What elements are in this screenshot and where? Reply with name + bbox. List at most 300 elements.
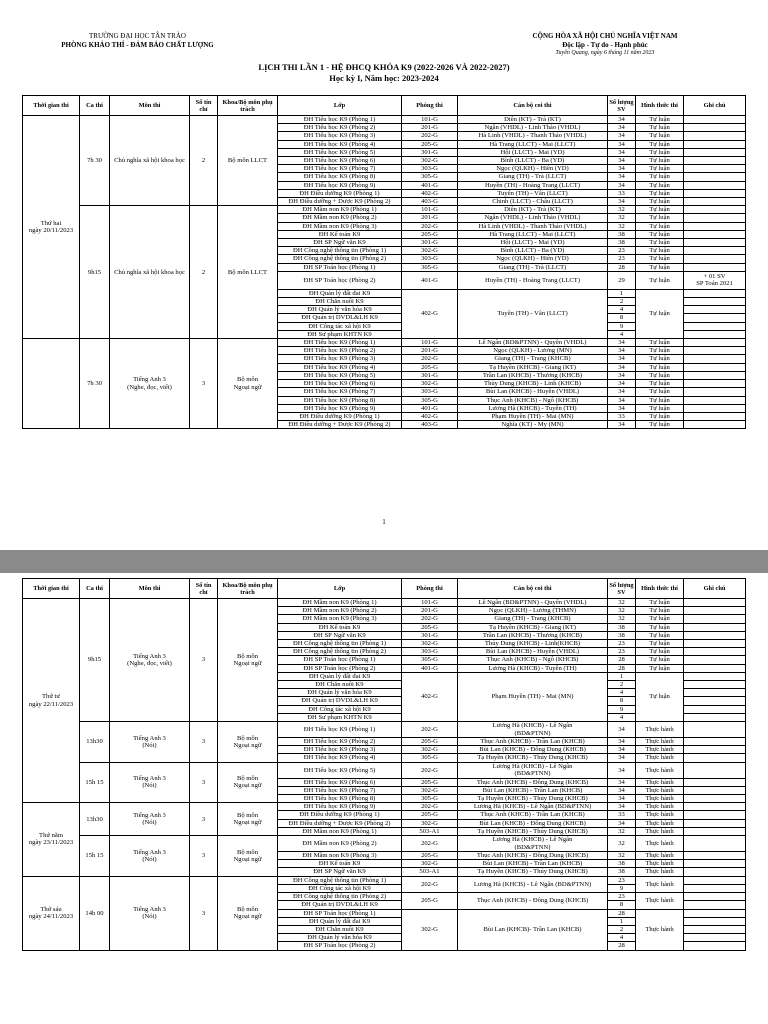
class-cell-text: ĐH Điều dưỡng K9 (Phòng 1) bbox=[299, 811, 380, 819]
note-cell bbox=[684, 681, 746, 689]
proctor-cell-text: Bùi Lan (KHCB) - Huyền (VHDL) bbox=[485, 648, 580, 656]
shift-cell bbox=[80, 206, 110, 339]
proctor-cell bbox=[458, 124, 608, 132]
proctor-cell-text: Hội (LLCT) - Mai (YD) bbox=[500, 148, 565, 156]
exam-form-cell bbox=[636, 852, 684, 860]
class-cell bbox=[278, 157, 402, 165]
student-count-cell-text: 4 bbox=[619, 330, 624, 338]
column-header-room bbox=[402, 96, 458, 116]
credits-cell-text: 3 bbox=[201, 778, 206, 786]
student-count-cell-text: 34 bbox=[618, 116, 625, 123]
class-cell-text: ĐH Công tác xã hội K9 bbox=[308, 322, 371, 330]
exam-form-cell-text: Tự luận bbox=[649, 371, 670, 379]
class-cell-text: ĐH Tiểu học K9 (Phòng 6) bbox=[303, 778, 376, 786]
class-cell-text: ĐH Mầm non K9 (Phòng 1) bbox=[302, 206, 377, 214]
class-cell-text: ĐH Quản lý văn hóa K9 bbox=[307, 306, 372, 314]
class-cell bbox=[278, 322, 402, 330]
credits-cell-text: 3 bbox=[201, 852, 206, 860]
room-cell-text: 202-G bbox=[421, 725, 438, 733]
dept-cell-text: Bộ môn bbox=[236, 734, 259, 742]
dept-cell-text: Bộ môn LLCT bbox=[227, 157, 268, 165]
student-count-cell bbox=[608, 124, 636, 132]
class-cell-text: ĐH Mầm non K9 (Phòng 1) bbox=[302, 599, 377, 606]
exam-form-cell-text: Thực hành bbox=[645, 795, 674, 803]
proctor-cell-text: Tuyên (TH) - Vân (LLCT) bbox=[497, 189, 568, 197]
proctor-cell bbox=[458, 656, 608, 664]
note-cell bbox=[684, 148, 746, 156]
class-cell-text: ĐH Sư phạm KHTN K9 bbox=[307, 330, 372, 338]
page-number: 1 bbox=[382, 518, 386, 526]
student-count-cell bbox=[608, 722, 636, 738]
room-cell-text: 101-G bbox=[421, 339, 438, 347]
note-cell bbox=[684, 116, 746, 124]
room-cell bbox=[402, 876, 458, 892]
shift-cell-text: 7h 30 bbox=[87, 157, 102, 165]
room-cell bbox=[402, 599, 458, 607]
room-cell bbox=[402, 615, 458, 623]
class-cell bbox=[278, 607, 402, 615]
proctor-cell-text: (BD&PTNN) bbox=[514, 770, 551, 778]
note-cell bbox=[684, 165, 746, 173]
proctor-cell-text: Giang (TH) - Trang (KHCB) bbox=[494, 615, 571, 623]
column-header-text: Ca thi bbox=[86, 102, 103, 109]
exam-form-cell-text: Thực hành bbox=[645, 778, 674, 786]
student-count-cell bbox=[608, 371, 636, 379]
exam-form-cell bbox=[636, 811, 684, 819]
class-cell-text: ĐH Tiểu học K9 (Phòng 7) bbox=[303, 786, 376, 794]
column-header-subject bbox=[110, 579, 190, 599]
class-cell bbox=[278, 271, 402, 289]
proctor-cell-text: Bình (LLCT) - Ba (YD) bbox=[500, 247, 565, 255]
student-count-cell bbox=[608, 909, 636, 917]
class-cell-text: ĐH Quản lý văn hóa K9 bbox=[307, 689, 372, 697]
exam-form-cell bbox=[636, 836, 684, 852]
room-cell bbox=[402, 868, 458, 876]
student-count-cell-text: 8 bbox=[619, 901, 624, 909]
shift-cell-text: 14h 00 bbox=[85, 909, 104, 917]
class-cell-text: ĐH Quản lý đất đai K9 bbox=[308, 672, 371, 680]
table-row bbox=[23, 599, 746, 607]
note-cell bbox=[684, 754, 746, 762]
student-count-cell-text: 32 bbox=[618, 214, 625, 222]
student-count-cell bbox=[608, 656, 636, 664]
proctor-cell-text: Giang (TH) - Trà (LLCT) bbox=[498, 263, 567, 271]
student-count-cell-text: 4 bbox=[619, 713, 624, 721]
subject-cell bbox=[110, 339, 190, 429]
room-cell bbox=[402, 722, 458, 738]
proctor-cell bbox=[458, 827, 608, 835]
note-cell bbox=[684, 173, 746, 181]
exam-form-cell bbox=[636, 599, 684, 607]
exam-form-cell-text: Thực hành bbox=[645, 839, 674, 847]
room-cell bbox=[402, 664, 458, 672]
student-count-cell bbox=[608, 689, 636, 697]
dept-cell bbox=[218, 722, 278, 763]
student-count-cell bbox=[608, 901, 636, 909]
student-count-cell-text: 2 bbox=[619, 298, 624, 306]
room-cell-text: 401-G bbox=[421, 404, 438, 412]
class-cell-text: ĐH Tiểu học K9 (Phòng 5) bbox=[303, 148, 376, 156]
class-cell bbox=[278, 181, 402, 189]
student-count-cell bbox=[608, 222, 636, 230]
exam-form-cell bbox=[636, 355, 684, 363]
room-cell bbox=[402, 371, 458, 379]
dept-cell-text: Bộ môn LLCT bbox=[227, 268, 268, 276]
exam-form-cell bbox=[636, 648, 684, 656]
column-header-text: Khoa/Bộ môn phụ trách bbox=[222, 581, 273, 596]
class-cell-text: ĐH Tiểu học K9 (Phòng 5) bbox=[303, 371, 376, 379]
exam-form-cell-text: Thực hành bbox=[645, 746, 674, 754]
class-cell bbox=[278, 347, 402, 355]
proctor-cell bbox=[458, 239, 608, 247]
exam-form-cell bbox=[636, 206, 684, 214]
class-cell-text: ĐH Mầm non K9 (Phòng 1) bbox=[302, 827, 377, 835]
class-cell bbox=[278, 396, 402, 404]
student-count-cell bbox=[608, 363, 636, 371]
subject-cell-text: (Nói) bbox=[142, 819, 157, 827]
class-cell bbox=[278, 412, 402, 420]
proctor-cell bbox=[458, 247, 608, 255]
proctor-cell-text: Tạ Huyền (KHCB) - Giang (KT) bbox=[489, 363, 576, 371]
proctor-cell-text: Bùi Lan (KHCB) - Trần Lan (KHCB) bbox=[482, 860, 583, 868]
class-cell bbox=[278, 173, 402, 181]
exam-form-cell bbox=[636, 412, 684, 420]
dept-cell-text: Bộ môn bbox=[236, 775, 259, 783]
class-cell-text: ĐH Tiểu học K9 (Phòng 9) bbox=[303, 404, 376, 412]
student-count-cell-text: 38 bbox=[618, 623, 625, 631]
university-name: TRƯỜNG ĐẠI HỌC TÂN TRÀO bbox=[89, 32, 186, 40]
student-count-cell bbox=[608, 599, 636, 607]
class-cell-text: ĐH Tiểu học K9 (Phòng 3) bbox=[303, 746, 376, 754]
proctor-cell bbox=[458, 198, 608, 206]
exam-form-cell-text: Tự luận bbox=[649, 664, 670, 672]
room-cell-text: 201-G bbox=[421, 214, 438, 222]
exam-form-cell bbox=[636, 396, 684, 404]
proctor-cell-text: Bùi Lan (KHCB) - Đông Dung (KHCB) bbox=[479, 746, 586, 754]
student-count-cell-text: 38 bbox=[618, 631, 625, 639]
exam-form-cell bbox=[636, 140, 684, 148]
subject-cell-text: Chủ nghĩa xã hội khoa học bbox=[114, 157, 185, 165]
exam-form-cell-text: Tự luận bbox=[649, 355, 670, 363]
student-count-cell-text: 8 bbox=[619, 314, 624, 322]
proctor-cell-text: Trần Lan (KHCB) - Thương (KHCB) bbox=[482, 631, 583, 639]
proctor-cell-text: Phạm Huyền (TH) - Mai (MN) bbox=[491, 412, 574, 420]
proctor-cell bbox=[458, 222, 608, 230]
room-cell bbox=[402, 198, 458, 206]
room-cell-text: 303-G bbox=[421, 388, 438, 396]
exam-form-cell bbox=[636, 198, 684, 206]
student-count-cell-text: 32 bbox=[618, 599, 625, 606]
student-count-cell bbox=[608, 247, 636, 255]
exam-form-cell bbox=[636, 371, 684, 379]
proctor-cell-text: Bùi Lan (KHCB)- Trần Lan (KHCB) bbox=[483, 925, 582, 933]
dept-cell-text: Bộ môn bbox=[236, 905, 259, 913]
room-cell-text: 205-G bbox=[421, 897, 438, 905]
note-cell bbox=[684, 648, 746, 656]
exam-form-cell-text: Thực hành bbox=[645, 880, 674, 888]
student-count-cell-text: 2 bbox=[619, 681, 624, 689]
credits-cell bbox=[190, 803, 218, 836]
room-cell-text: 402-G bbox=[421, 310, 438, 318]
exam-form-cell bbox=[636, 181, 684, 189]
student-count-cell bbox=[608, 173, 636, 181]
proctor-cell bbox=[458, 263, 608, 271]
exam-date-cell-text: ngày 23/11/2023 bbox=[28, 839, 74, 847]
class-cell bbox=[278, 239, 402, 247]
student-count-cell bbox=[608, 380, 636, 388]
exam-date-cell bbox=[23, 803, 80, 876]
place-date: Tuyên Quang, ngày 6 tháng 11 năm 2023 bbox=[555, 50, 655, 56]
exam-date-cell bbox=[23, 116, 80, 339]
student-count-cell bbox=[608, 322, 636, 330]
proctor-cell-text: Bùi Lan (KHCB) - Trần Lan (KHCB) bbox=[482, 786, 583, 794]
class-cell bbox=[278, 672, 402, 680]
note-cell bbox=[684, 819, 746, 827]
exam-form-cell bbox=[636, 173, 684, 181]
class-cell bbox=[278, 339, 402, 347]
shift-cell-text: 9h15 bbox=[87, 656, 102, 664]
room-cell bbox=[402, 640, 458, 648]
class-cell bbox=[278, 713, 402, 721]
column-header-text: Phòng thi bbox=[416, 102, 443, 109]
class-cell bbox=[278, 623, 402, 631]
note-cell bbox=[684, 263, 746, 271]
note-cell bbox=[684, 713, 746, 721]
proctor-cell bbox=[458, 173, 608, 181]
dept-cell-text: Bộ môn bbox=[236, 652, 259, 660]
column-header-text: Môn thi bbox=[138, 585, 161, 592]
room-cell-text: 101-G bbox=[421, 206, 438, 214]
class-cell bbox=[278, 778, 402, 786]
dept-cell bbox=[218, 116, 278, 206]
class-cell bbox=[278, 876, 402, 884]
room-cell-text: 303-G bbox=[421, 255, 438, 263]
class-cell bbox=[278, 852, 402, 860]
note-cell bbox=[684, 672, 746, 680]
student-count-cell-text: 28 bbox=[618, 942, 625, 950]
note-cell bbox=[684, 705, 746, 713]
exam-form-cell-text: Tự luận bbox=[649, 198, 670, 206]
proctor-cell bbox=[458, 339, 608, 347]
exam-form-cell-text: Tự luận bbox=[649, 623, 670, 631]
subject-cell-text: (Nói) bbox=[142, 913, 157, 921]
class-cell bbox=[278, 631, 402, 639]
student-count-cell-text: 32 bbox=[618, 206, 625, 214]
class-cell-text: ĐH Công nghệ thông tin (Phòng 2) bbox=[292, 255, 387, 263]
student-count-cell bbox=[608, 705, 636, 713]
class-cell bbox=[278, 189, 402, 197]
class-cell-text: ĐH Chăn nuôi K9 bbox=[315, 925, 364, 933]
proctor-cell bbox=[458, 672, 608, 721]
column-header-text: Khoa/Bộ môn phụ trách bbox=[222, 98, 273, 113]
table-row bbox=[23, 722, 746, 738]
column-header-student-count bbox=[608, 579, 636, 599]
note-cell bbox=[684, 230, 746, 238]
student-count-cell-text: 34 bbox=[618, 746, 625, 754]
proctor-cell bbox=[458, 157, 608, 165]
note-cell bbox=[684, 289, 746, 297]
proctor-cell-text: Thục Anh (KHCB) - Trần Lan (KHCB) bbox=[480, 811, 585, 819]
student-count-cell bbox=[608, 852, 636, 860]
table-row bbox=[23, 762, 746, 778]
exam-form-cell-text: Tự luận bbox=[649, 607, 670, 615]
class-cell-text: ĐH SP Toán học (Phòng 2) bbox=[303, 664, 376, 672]
class-cell bbox=[278, 421, 402, 429]
dept-cell-text: Ngoại ngữ bbox=[233, 741, 262, 749]
student-count-cell-text: 4 bbox=[619, 934, 624, 942]
exam-form-cell-text: Tự luận bbox=[649, 648, 670, 656]
student-count-cell bbox=[608, 298, 636, 306]
student-count-cell bbox=[608, 746, 636, 754]
proctor-cell bbox=[458, 786, 608, 794]
proctor-cell bbox=[458, 738, 608, 746]
note-cell bbox=[684, 255, 746, 263]
exam-form-cell-text: Tự luận bbox=[649, 255, 670, 263]
note-cell bbox=[684, 132, 746, 140]
class-cell bbox=[278, 388, 402, 396]
column-header-credits bbox=[190, 579, 218, 599]
class-cell-text: ĐH Mầm non K9 (Phòng 3) bbox=[302, 222, 377, 230]
class-cell bbox=[278, 738, 402, 746]
student-count-cell bbox=[608, 778, 636, 786]
room-cell-text: 302-G bbox=[421, 860, 438, 868]
class-cell-text: ĐH Công nghệ thông tin (Phòng 1) bbox=[292, 640, 387, 648]
exam-form-cell-text: Thực hành bbox=[645, 754, 674, 762]
proctor-cell bbox=[458, 421, 608, 429]
note-cell bbox=[684, 811, 746, 819]
room-cell-text: 205-G bbox=[421, 811, 438, 819]
class-cell-text: ĐH Quản trị DVDL&LH K9 bbox=[301, 697, 378, 705]
student-count-cell-text: 38 bbox=[618, 239, 625, 247]
student-count-cell-text: 32 bbox=[618, 827, 625, 835]
class-cell bbox=[278, 263, 402, 271]
exam-form-cell bbox=[636, 803, 684, 811]
student-count-cell bbox=[608, 672, 636, 680]
class-cell-text: ĐH Tiểu học K9 (Phòng 1) bbox=[303, 725, 376, 733]
room-cell bbox=[402, 746, 458, 754]
note-cell bbox=[684, 738, 746, 746]
column-header-exam-date bbox=[23, 579, 80, 599]
class-cell-text: ĐH Kế toán K9 bbox=[318, 623, 361, 631]
exam-form-cell-text: Thực hành bbox=[645, 860, 674, 868]
exam-form-cell bbox=[636, 819, 684, 827]
student-count-cell bbox=[608, 214, 636, 222]
note-cell bbox=[684, 140, 746, 148]
room-cell bbox=[402, 404, 458, 412]
proctor-cell bbox=[458, 396, 608, 404]
student-count-cell-text: 34 bbox=[618, 132, 625, 140]
student-count-cell-text: 23 bbox=[618, 255, 625, 263]
note-cell bbox=[684, 664, 746, 672]
exam-form-cell bbox=[636, 363, 684, 371]
shift-cell bbox=[80, 762, 110, 803]
class-cell-text: ĐH Điều dưỡng + Dược K9 (Phòng 2) bbox=[288, 421, 391, 429]
proctor-cell-text: Ngọc (QLKH) - Hiên (YD) bbox=[496, 255, 569, 263]
proctor-cell bbox=[458, 363, 608, 371]
dept-cell bbox=[218, 599, 278, 722]
room-cell-text: 205-G bbox=[421, 738, 438, 746]
shift-cell bbox=[80, 722, 110, 763]
dept-cell-text: Ngoại ngữ bbox=[233, 855, 262, 863]
proctor-cell-text: Tuyên (TH) - Vân (LLCT) bbox=[497, 310, 568, 318]
proctor-cell bbox=[458, 289, 608, 338]
student-count-cell-text: 1 bbox=[619, 917, 624, 925]
exam-form-cell-text: Tự luận bbox=[649, 640, 670, 648]
exam-form-cell-text: Tự luận bbox=[649, 239, 670, 247]
note-cell bbox=[684, 656, 746, 664]
subject-cell bbox=[110, 116, 190, 206]
student-count-cell-text: 29 bbox=[618, 276, 625, 284]
proctor-cell bbox=[458, 803, 608, 811]
column-header-note bbox=[684, 96, 746, 116]
class-cell-text: ĐH Tiểu học K9 (Phòng 2) bbox=[303, 738, 376, 746]
student-count-cell-text: 34 bbox=[618, 388, 625, 396]
proctor-cell-text: Chinh (LLCT) - Châu (LLCT) bbox=[492, 198, 573, 206]
exam-form-cell bbox=[636, 239, 684, 247]
note-cell bbox=[684, 271, 746, 289]
room-cell-text: 401-G bbox=[421, 276, 438, 284]
proctor-cell bbox=[458, 599, 608, 607]
exam-form-cell-text: Tự luận bbox=[649, 631, 670, 639]
subject-cell-text: Tiếng Anh 3 bbox=[133, 734, 166, 742]
dept-cell-text: Ngoại ngữ bbox=[233, 782, 262, 790]
exam-form-cell-text: Tự luận bbox=[649, 148, 670, 156]
exam-schedule-table-page-2 bbox=[22, 578, 746, 951]
room-cell bbox=[402, 421, 458, 429]
shift-cell bbox=[80, 116, 110, 206]
class-cell bbox=[278, 380, 402, 388]
proctor-cell bbox=[458, 388, 608, 396]
note-cell bbox=[684, 298, 746, 306]
exam-form-cell bbox=[636, 615, 684, 623]
note-cell bbox=[684, 803, 746, 811]
student-count-cell-text: 32 bbox=[618, 607, 625, 615]
student-count-cell-text: 34 bbox=[618, 396, 625, 404]
column-header-class bbox=[278, 96, 402, 116]
note-cell bbox=[684, 181, 746, 189]
exam-form-cell bbox=[636, 754, 684, 762]
subject-cell-text: Tiếng Anh 3 bbox=[133, 905, 166, 913]
class-cell-text: ĐH Tiểu học K9 (Phòng 9) bbox=[303, 181, 376, 189]
proctor-cell bbox=[458, 355, 608, 363]
room-cell bbox=[402, 396, 458, 404]
exam-form-cell-text: Tự luận bbox=[649, 157, 670, 165]
subject-cell-text: Chủ nghĩa xã hội khoa học bbox=[114, 268, 185, 276]
exam-form-cell bbox=[636, 795, 684, 803]
exam-form-cell bbox=[636, 132, 684, 140]
proctor-cell-text: Tạ Huyền (KHCB) - Thủy Dung (KHCB) bbox=[477, 868, 588, 876]
room-cell-text: 202-G bbox=[421, 803, 438, 811]
subject-cell-text: (Nghe, đọc, viết) bbox=[127, 383, 172, 391]
proctor-cell-text: Lương Hà (KHCB) - Tuyên (TH) bbox=[488, 404, 577, 412]
class-cell bbox=[278, 148, 402, 156]
credits-cell-text: 3 bbox=[201, 815, 206, 823]
room-cell bbox=[402, 786, 458, 794]
note-cell bbox=[684, 314, 746, 322]
column-header-text: Ghi chú bbox=[703, 585, 726, 592]
room-cell bbox=[402, 860, 458, 868]
class-cell bbox=[278, 697, 402, 705]
student-count-cell-text: 28 bbox=[618, 263, 625, 271]
room-cell-text: 302-G bbox=[421, 157, 438, 165]
exam-form-cell bbox=[636, 656, 684, 664]
subject-cell-text: Tiếng Anh 3 bbox=[133, 376, 166, 384]
student-count-cell bbox=[608, 681, 636, 689]
subject-cell bbox=[110, 206, 190, 339]
proctor-cell-text: Diên (KT) - Trà (KT) bbox=[504, 206, 561, 214]
dept-cell-text: Ngoại ngữ bbox=[233, 913, 262, 921]
room-cell-text: 202-G bbox=[421, 355, 438, 363]
